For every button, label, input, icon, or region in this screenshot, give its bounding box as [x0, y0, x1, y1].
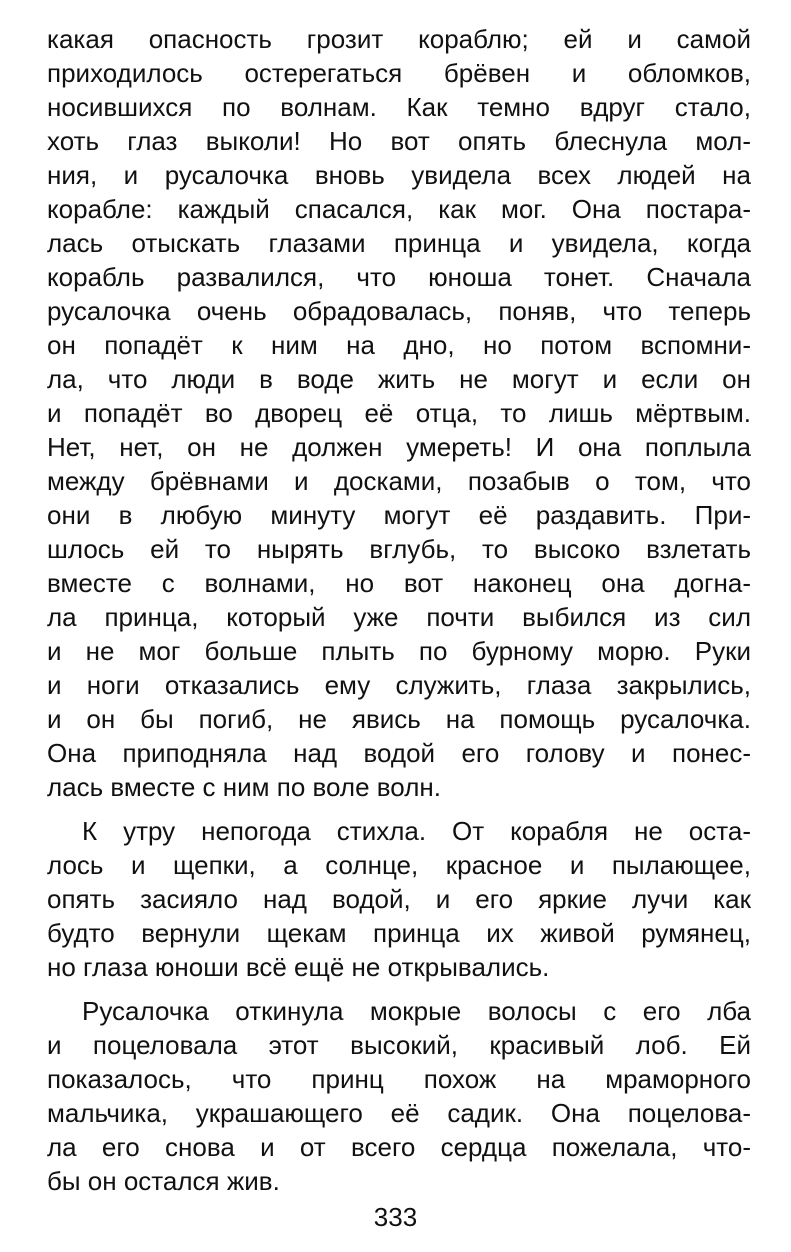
text-line: корабль развалился, что юноша тонет. Сначала	[47, 262, 751, 292]
text-line: показалось, что принц похож на мраморного	[47, 1064, 751, 1094]
text-line: и не мог больше плыть по бурному морю. Руки	[47, 636, 751, 666]
text-line: корабле: каждый спасался, как мог. Она постара-	[47, 194, 751, 224]
text-line: но глаза юноши всё ещё не открывались.	[47, 952, 550, 982]
paragraph-2	[47, 814, 751, 984]
text-line: Нет, нет, он не должен умереть! И она поплыла	[47, 432, 751, 462]
page-number: 333	[373, 1202, 418, 1232]
text-line: мальчика, украшающего её садик. Она поцелова-	[47, 1098, 751, 1128]
text-line: и попадёт во дворец её отца, то лишь мёртвым.	[47, 398, 751, 428]
text-line: они в любую минуту могут её раздавить. При-	[47, 500, 751, 530]
paragraph-1	[47, 22, 751, 804]
text-line: какая опасность грозит кораблю; ей и самой	[47, 24, 751, 54]
text-line: он попадёт к ним на дно, но потом вспомни-	[47, 330, 751, 360]
text-line: и он бы погиб, не явись на помощь русалочка.	[47, 704, 751, 734]
text-line: носившихся по волнам. Как темно вдруг стало,	[47, 92, 751, 122]
body-text	[47, 22, 751, 1198]
text-line: бы он остался жив.	[47, 1166, 280, 1196]
text-line: ла его снова и от всего сердца пожелала, что-	[47, 1132, 751, 1162]
text-line: лась отыскать глазами принца и увидела, когда	[47, 228, 751, 258]
text-line: шлось ей то нырять вглубь, то высоко взлетать	[47, 534, 751, 564]
text-line: вместе с волнами, но вот наконец она догна-	[47, 568, 751, 598]
text-line: Русалочка откинула мокрые волосы с его лба	[82, 996, 751, 1026]
text-line: русалочка очень обрадовалась, поняв, что теперь	[47, 296, 751, 326]
text-line: будто вернули щекам принца их живой румянец,	[47, 918, 751, 948]
paragraph-gap	[47, 984, 751, 994]
text-line: между брёвнами и досками, позабыв о том, что	[47, 466, 751, 496]
text-line: хоть глаз выколи! Но вот опять блеснула мол-	[47, 126, 751, 156]
text-line: ния, и русалочка вновь увидела всех людей на	[47, 160, 751, 190]
text-line: лась вместе с ним по воле волн.	[47, 772, 441, 802]
text-line: ла, что люди в воде жить не могут и если он	[47, 364, 751, 394]
text-line: Она приподняла над водой его голову и понес-	[47, 738, 751, 768]
text-line: и поцеловала этот высокий, красивый лоб. Ей	[47, 1030, 751, 1060]
text-line: приходилось остерегаться брёвен и обломков,	[47, 58, 751, 88]
text-line: лось и щепки, а солнце, красное и пылающее,	[47, 850, 751, 880]
text-line: и ноги отказались ему служить, глаза закрылись,	[47, 670, 751, 700]
text-line: опять засияло над водой, и его яркие лучи как	[47, 884, 751, 914]
text-line: ла принца, который уже почти выбился из сил	[47, 602, 751, 632]
paragraph-3	[47, 994, 751, 1198]
paragraph-gap	[47, 804, 751, 814]
text-line: К утру непогода стихла. От корабля не оста-	[82, 816, 751, 846]
